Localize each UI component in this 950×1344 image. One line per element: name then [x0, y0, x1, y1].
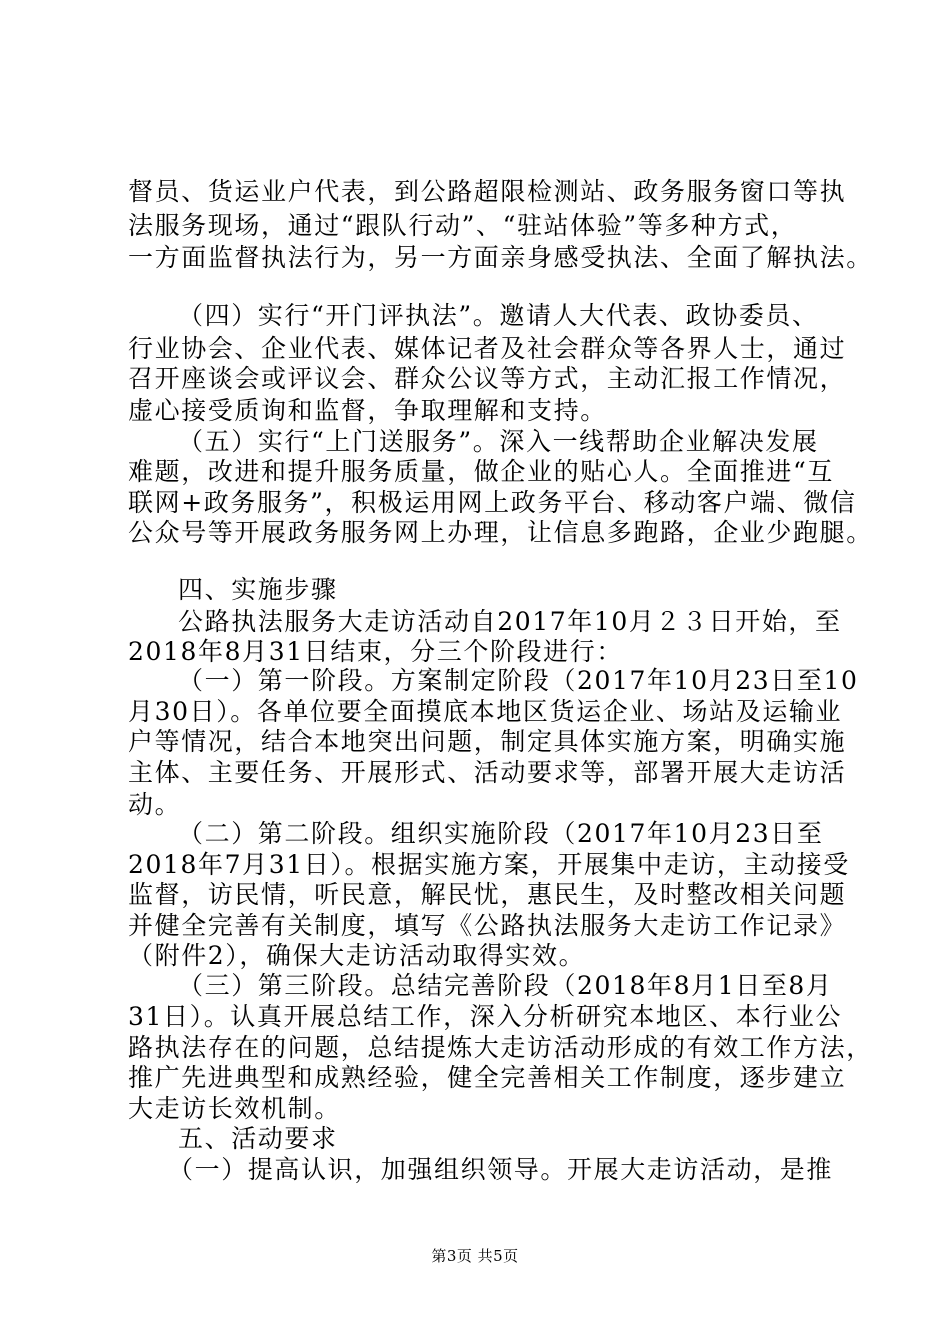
section-heading: 四、实施步骤	[178, 575, 338, 604]
text-line: （二）第二阶段。组织实施阶段（2017年10月23日至	[178, 819, 824, 848]
text-line: （四）实行“开门评执法”。邀请人大代表、政协委员、	[178, 301, 819, 330]
text-line: 大走访长效机制。	[128, 1094, 341, 1123]
text-line: 虚心接受质询和监督，争取理解和支持。	[128, 396, 607, 425]
text-line: 公路执法服务大走访活动自2017年10月２３日开始，至	[178, 607, 842, 636]
text-line: 难题，改进和提升服务质量，做企业的贴心人。全面推进“互	[128, 457, 834, 486]
text-line: （五）实行“上门送服务”。深入一线帮助企业解决发展	[178, 427, 819, 456]
text-line: 主体、主要任务、开展形式、活动要求等，部署开展大走访活	[128, 758, 847, 787]
text-line: 并健全完善有关制度，填写《公路执法服务大走访工作记录》	[128, 911, 847, 940]
text-line: （一）提高认识，加强组织领导。开展大走访活动，是推	[168, 1155, 834, 1184]
text-line: （一）第一阶段。方案制定阶段（2017年10月23日至10	[178, 666, 859, 695]
text-line: 督员、货运业户代表，到公路超限检测站、政务服务窗口等执	[128, 177, 847, 206]
text-line: 行业协会、企业代表、媒体记者及社会群众等各界人士，通过	[128, 334, 847, 363]
text-line: 召开座谈会或评议会、群众公议等方式，主动汇报工作情况，	[128, 364, 847, 393]
section-heading: 五、活动要求	[178, 1124, 338, 1153]
text-line: 法服务现场，通过“跟队行动”、“驻站体验”等多种方式，	[128, 211, 798, 240]
text-line: （附件2），确保大走访活动取得实效。	[128, 941, 586, 970]
text-line: （三）第三阶段。总结完善阶段（2018年8月1日至8月	[178, 971, 833, 1000]
text-line: 公众号等开展政务服务网上办理，让信息多跑路，企业少跑腿。	[128, 518, 873, 547]
text-line: 推广先进典型和成熟经验，健全完善相关工作制度，逐步建立	[128, 1063, 847, 1092]
text-line: 2018年8月31日结束，分三个阶段进行：	[128, 637, 623, 666]
text-line: 月30日）。各单位要全面摸底本地区货运企业、场站及运输业	[128, 697, 843, 726]
text-line: 路执法存在的问题，总结提炼大走访活动形成的有效工作方法，	[128, 1033, 873, 1062]
text-line: 监督，访民情，听民意，解民忧，惠民生，及时整改相关问题	[128, 880, 847, 909]
text-line: 联网+政务服务”，积极运用网上政务平台、移动客户端、微信	[128, 488, 857, 517]
text-line: 2018年7月31日）。根据实施方案，开展集中走访，主动接受	[128, 850, 850, 879]
page-number-footer: 第3页 共5页	[431, 1247, 519, 1265]
text-line: 一方面监督执法行为，另一方面亲身感受执法、全面了解执法。	[128, 243, 873, 272]
text-line: 户等情况，结合本地突出问题，制定具体实施方案，明确实施	[128, 727, 847, 756]
text-line: 31日）。认真开展总结工作，深入分析研究本地区、本行业公	[128, 1002, 843, 1031]
text-line: 动。	[128, 790, 182, 819]
